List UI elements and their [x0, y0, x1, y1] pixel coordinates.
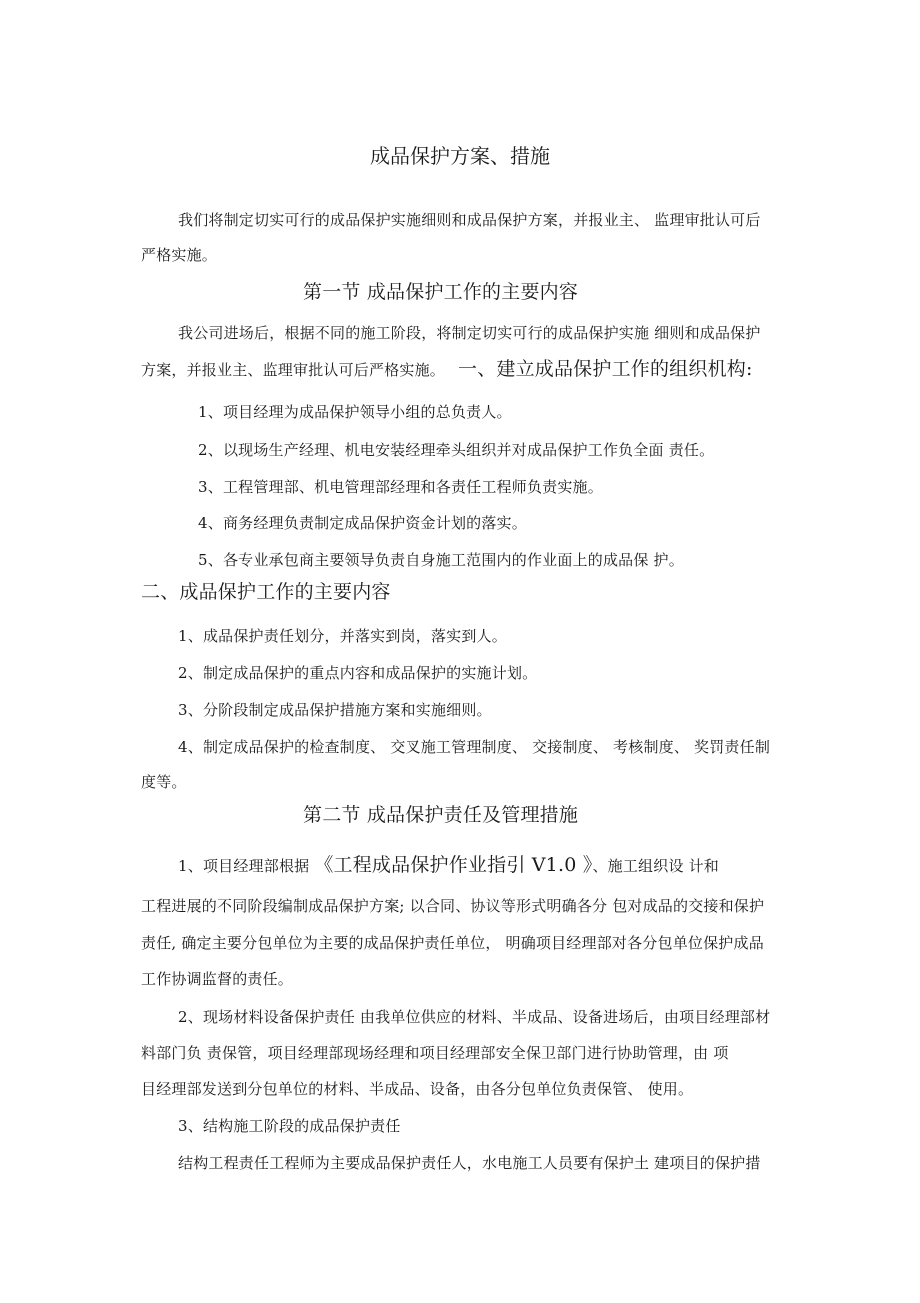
section-2-para-1-line: 工程进展的不同阶段编制成品保护方案; 以合同、协议等形式明确各分 包对成品的交接和保护: [141, 897, 765, 915]
list-item: 3、工程管理部、机电管理部经理和各责任工程师负责实施。: [198, 478, 603, 496]
list-item: 4、制定成品保护的检查制度、 交叉施工管理制度、 交接制度、 考核制度、 奖罚责任制: [178, 738, 771, 756]
intro-line-1: 我们将制定切实可行的成品保护实施细则和成品保护方案，并报业主、 监理审批认可后: [178, 211, 761, 229]
org-structure-heading: 一、建立成品保护工作的组织机构:: [457, 358, 753, 380]
list-item: 2、制定成品保护的重点内容和成品保护的实施计划。: [178, 664, 538, 682]
p1-prefix: 1、项目经理部根据: [178, 857, 315, 875]
list-item-continuation: 度等。: [141, 773, 187, 791]
p1-suffix: 、施工组织设 计和: [592, 857, 720, 875]
list-item: 1、项目经理为成品保护领导小组的总负责人。: [198, 403, 512, 421]
section-2-heading: 第二节 成品保护责任及管理措施: [303, 804, 579, 826]
guideline-title: 《工程成品保护作业指引 V1.0 》: [314, 854, 593, 876]
list-item: 1、成品保护责任划分，并落实到岗，落实到人。: [178, 627, 507, 645]
section-2-para-1-line: 工作协调监督的责任。: [141, 970, 294, 988]
section-2-para-2-line: 料部门负 责保管，项目经理部现场经理和项目经理部安全保卫部门进行协助管理，由 项: [141, 1044, 729, 1062]
list-item: 3、分阶段制定成品保护措施方案和实施细则。: [178, 701, 492, 719]
section-2-para-3-heading: 3、结构施工阶段的成品保护责任: [178, 1117, 401, 1135]
section-2-para-1-line-1: [178, 855, 719, 876]
intro-line-2: 严格实施。: [141, 246, 218, 264]
list-item: 4、商务经理负责制定成品保护资金计划的落实。: [198, 514, 527, 532]
list-item: 2、以现场生产经理、机电安装经理牵头组织并对成品保护工作负全面 责任。: [198, 441, 715, 459]
section-1-para-line-1: 我公司进场后，根据不同的施工阶段，将制定切实可行的成品保护实施 细则和成品保护: [178, 324, 761, 342]
section-2-para-1-line: 责任, 确定主要分包单位为主要的成品保护责任单位， 明确项目经理部对各分包单位保护成品: [141, 934, 764, 952]
section-2-para-2-line: 2、现场材料设备保护责任 由我单位供应的材料、半成品、设备进场后，由项目经理部材: [178, 1008, 771, 1026]
section-2-para-2-line: 目经理部发送到分包单位的材料、半成品、设备，由各分包单位负责保管、 使用。: [141, 1080, 694, 1098]
section-1-heading: 第一节 成品保护工作的主要内容: [303, 281, 579, 303]
section-2-para-3-line: 结构工程责任工程师为主要成品保护责任人，水电施工人员要有保护土 建项目的保护措: [178, 1154, 761, 1172]
page-title: 成品保护方案、措施: [370, 144, 550, 168]
section-1-para-text: 方案，并报业主、监理审批认可后严格实施。: [141, 361, 446, 379]
sub-heading: 二、成品保护工作的主要内容: [141, 581, 391, 603]
section-1-para-line-2: [141, 359, 753, 380]
list-item: 5、各专业承包商主要领导负责自身施工范围内的作业面上的成品保 护。: [198, 551, 684, 569]
